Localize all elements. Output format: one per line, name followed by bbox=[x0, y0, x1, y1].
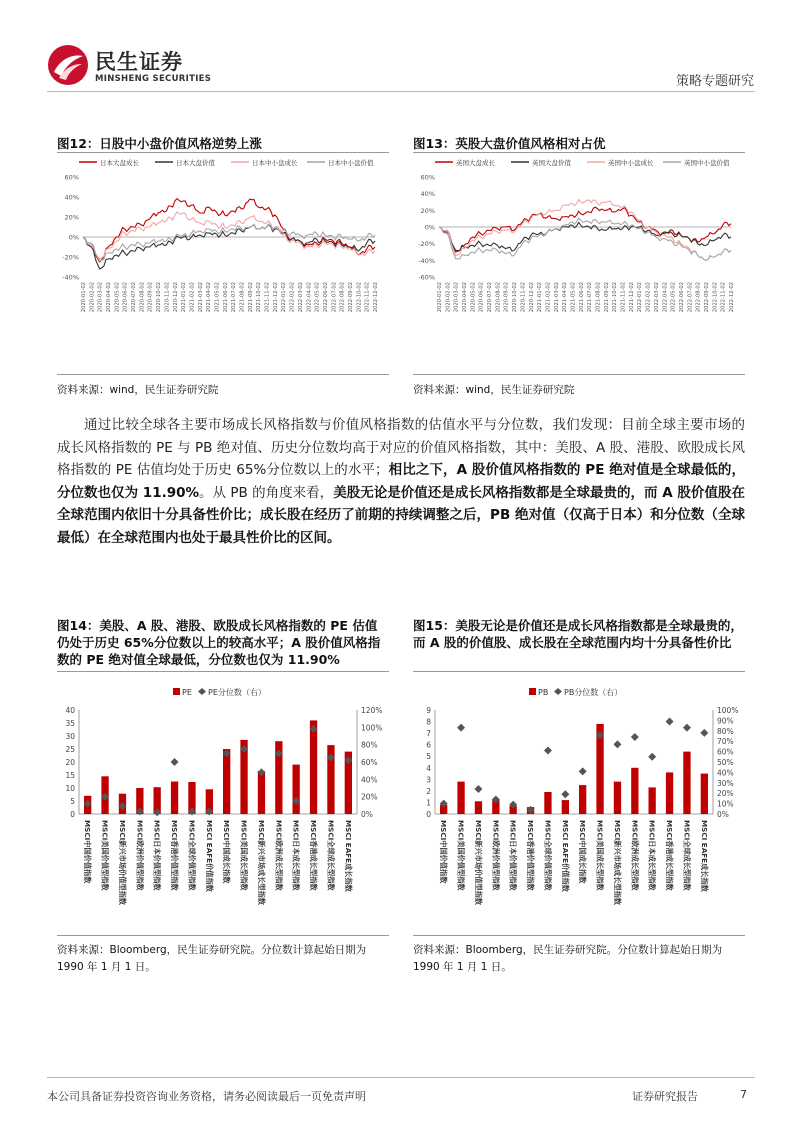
fig13-x-tick: 2022-03-02 bbox=[653, 282, 660, 313]
fig13-x-tick: 2020-04-02 bbox=[462, 282, 468, 313]
fig12-x-tick: 2022-07-02 bbox=[331, 282, 338, 313]
fig13-x-tick: 2022-08-02 bbox=[695, 282, 702, 313]
fig14-category-label: MSCI新兴市场价值型指数 bbox=[117, 820, 127, 905]
fig14-right-tick: 100% bbox=[361, 723, 383, 733]
fig14-legend-marker-label: PE分位数（右） bbox=[208, 688, 266, 697]
fig13-x-tick: 2022-09-02 bbox=[704, 282, 710, 313]
fig15-left-tick: 9 bbox=[426, 706, 431, 715]
fig15-right-tick: 0% bbox=[717, 810, 729, 819]
fig14-left-tick: 40 bbox=[65, 706, 75, 715]
fig12-x-tick: 2021-08-02 bbox=[239, 282, 246, 313]
fig12-x-tick: 2020-02-02 bbox=[89, 282, 96, 313]
fig13-x-tick: 2020-11-02 bbox=[520, 282, 527, 313]
fig15-quantile-marker bbox=[648, 753, 656, 761]
fig13-x-tick: 2021-08-02 bbox=[595, 282, 602, 313]
fig15-quantile-marker bbox=[683, 724, 691, 732]
fig14-category-label: MSCI美国价值型指数 bbox=[100, 820, 110, 891]
body-text-1: 通过比较全球各主要市场成长风格指数与价值风格指数的估值水平与分位数，我们发现：目前全球主要市场的成长风格指数的 PE 与 PB 绝对值、历史分位数均高于对应的价值风格指数，其中：美股、A 股、港股、欧股成长风格指数的 PE 估值均处于历史 65%分位数以上的水平； bbox=[57, 417, 745, 478]
fig14-category-label: MSCI中国价值指数 bbox=[83, 820, 93, 884]
fig15-bar bbox=[683, 752, 690, 814]
fig12-x-tick: 2022-10-02 bbox=[356, 282, 363, 313]
fig15-quantile-marker bbox=[579, 767, 587, 775]
fig13-x-tick: 2022-10-02 bbox=[712, 282, 719, 313]
fig12-x-tick: 2021-03-02 bbox=[197, 282, 204, 313]
fig15-category-label: MSCI新兴市场价值型指数 bbox=[473, 820, 483, 905]
fig14-category-label: MSCI EAFE成长指数 bbox=[343, 820, 353, 892]
logo-mark-icon bbox=[47, 44, 89, 86]
fig12-source-rule bbox=[57, 374, 389, 375]
fig13-x-tick: 2021-06-02 bbox=[578, 282, 585, 313]
fig12-x-tick: 2022-05-02 bbox=[314, 282, 321, 313]
fig15-quantile-marker bbox=[666, 717, 674, 725]
fig12-y-tick: -40% bbox=[62, 273, 79, 282]
fig12-title: 图12：日股中小盘价值风格逆势上涨 bbox=[57, 136, 262, 151]
fig13-y-tick: -20% bbox=[418, 240, 435, 249]
fig12-x-tick: 2020-06-02 bbox=[122, 282, 129, 313]
fig14-category-label: MSCI EAFE价值指数 bbox=[204, 820, 214, 892]
fig15-bar bbox=[544, 792, 551, 814]
fig13-x-tick: 2020-02-02 bbox=[445, 282, 452, 313]
fig15-title: 图15：美股无论是价值还是成长风格指数都是全球最贵的，而 A 股的价值股、成长股在全球范围内均十分具备性价比 bbox=[413, 618, 743, 650]
fig15-legend-bar-label: PB bbox=[538, 688, 549, 697]
fig15-category-label: MSCI香港成长型指数 bbox=[665, 820, 675, 891]
fig14-bar bbox=[293, 765, 300, 814]
fig13-x-tick: 2021-03-02 bbox=[553, 282, 560, 313]
fig15-bar bbox=[701, 774, 708, 814]
fig13-x-tick: 2021-10-02 bbox=[612, 282, 619, 313]
fig15-category-label: MSCI日本成长型指数 bbox=[647, 820, 657, 891]
fig13-x-tick: 2020-12-02 bbox=[528, 282, 535, 313]
fig15-left-tick: 7 bbox=[426, 729, 431, 739]
fig12-x-tick: 2022-03-02 bbox=[297, 282, 304, 313]
fig13-legend-label: 英国大盘价值 bbox=[532, 159, 571, 167]
fig15-right-tick: 40% bbox=[717, 768, 734, 778]
fig13-y-tick: 40% bbox=[420, 190, 435, 199]
fig12-x-tick: 2020-05-02 bbox=[114, 282, 121, 313]
fig15-right-tick: 50% bbox=[717, 758, 734, 767]
fig13-x-tick: 2022-11-02 bbox=[720, 282, 727, 313]
fig14-right-tick: 120% bbox=[361, 706, 383, 715]
fig14-right-tick: 60% bbox=[361, 758, 378, 767]
fig12-x-tick: 2021-02-02 bbox=[189, 282, 196, 313]
fig15-category-label: MSCI EAFE价值指数 bbox=[560, 820, 570, 892]
fig14-left-tick: 30 bbox=[65, 732, 75, 741]
fig14-category-label: MSCI欧洲价值型指数 bbox=[135, 820, 145, 891]
fig15-bar bbox=[457, 782, 464, 814]
fig15-right-tick: 20% bbox=[717, 789, 734, 799]
fig15-quantile-marker bbox=[613, 740, 621, 748]
fig15-legend-bar-swatch bbox=[529, 688, 536, 695]
fig15-title-rule bbox=[413, 671, 745, 672]
fig15-category-label: MSCI日本价值型指数 bbox=[508, 820, 518, 891]
fig13-x-tick: 2022-12-02 bbox=[729, 282, 735, 313]
fig12-legend-label: 日本大盘价值 bbox=[176, 159, 215, 167]
fig15-bar bbox=[562, 800, 569, 814]
fig14-bar bbox=[223, 749, 230, 814]
fig13-x-tick: 2020-06-02 bbox=[478, 282, 485, 313]
body-text-bold-2: 美股无论是价值还是成长风格指数都是全球最贵的，而 A 股价值股在全球范围内依旧十分具备性价比；成长股在经历了前期的持续调整之后，PB 绝对值（仅高于日本）和分位数（全球最低）在全球范围内也处于最具性价比的区间。 bbox=[57, 484, 745, 546]
fig12-x-tick: 2020-04-02 bbox=[106, 282, 112, 313]
fig12-x-tick: 2020-12-02 bbox=[172, 282, 179, 313]
fig15-left-tick: 5 bbox=[426, 752, 431, 762]
fig14-right-tick: 0% bbox=[361, 810, 373, 819]
body-text-2: 。从 PB 的角度来看， bbox=[199, 484, 334, 501]
fig14-title-rule bbox=[57, 671, 389, 672]
fig12-x-tick: 2022-12-02 bbox=[373, 282, 379, 313]
fig12-y-tick: 0% bbox=[68, 233, 79, 242]
fig15-legend-marker-swatch bbox=[554, 688, 562, 695]
fig14-bar-chart bbox=[57, 674, 389, 932]
fig13-x-tick: 2021-11-02 bbox=[620, 282, 627, 313]
fig15-quantile-marker bbox=[544, 747, 552, 755]
fig13-line-chart bbox=[413, 155, 745, 373]
fig13-x-tick: 2021-01-02 bbox=[537, 282, 544, 313]
fig12-x-tick: 2020-09-02 bbox=[147, 282, 154, 313]
fig12-line-chart bbox=[57, 155, 389, 373]
fig12-y-tick: 60% bbox=[64, 173, 79, 182]
fig15-quantile-marker bbox=[457, 724, 465, 732]
fig15-source-rule bbox=[413, 935, 745, 936]
fig15-bar bbox=[579, 785, 586, 814]
logo bbox=[47, 44, 89, 86]
fig15-category-label: MSCI全球价值型指数 bbox=[543, 820, 553, 891]
fig15-left-tick: 0 bbox=[426, 810, 431, 819]
fig13-x-tick: 2022-07-02 bbox=[687, 282, 694, 313]
body-text-bold-1: 相比之下，A 股价值风格指数的 PE 绝对值是全球最低的，分位数也仅为 11.90% bbox=[57, 462, 745, 501]
fig14-category-label: MSCI全球价值型指数 bbox=[187, 820, 197, 891]
fig12-x-tick: 2022-11-02 bbox=[364, 282, 371, 313]
fig13-x-tick: 2021-05-02 bbox=[570, 282, 577, 313]
fig15-left-tick: 2 bbox=[426, 786, 431, 796]
fig13-y-tick: 60% bbox=[420, 173, 435, 182]
fig12-source: 资料来源：wind，民生证券研究院 bbox=[57, 384, 219, 396]
fig14-left-tick: 15 bbox=[65, 771, 75, 780]
fig12-x-tick: 2021-04-02 bbox=[206, 282, 213, 313]
fig14-left-tick: 5 bbox=[70, 797, 75, 806]
fig13-x-tick: 2022-02-02 bbox=[645, 282, 652, 313]
fig15-quantile-marker bbox=[561, 790, 569, 798]
fig14-legend-marker-swatch bbox=[198, 688, 206, 695]
fig15-bar-chart bbox=[413, 674, 745, 932]
fig14-legend-bar-label: PE bbox=[182, 688, 192, 697]
fig14-bar bbox=[258, 771, 265, 814]
fig12-x-tick: 2022-01-02 bbox=[281, 282, 288, 313]
fig14-left-tick: 25 bbox=[65, 745, 75, 754]
fig13-x-tick: 2020-10-02 bbox=[512, 282, 519, 313]
fig12-x-tick: 2022-02-02 bbox=[289, 282, 296, 313]
body-paragraph bbox=[57, 414, 745, 549]
fig12-x-tick: 2020-07-02 bbox=[131, 282, 138, 313]
fig15-left-tick: 8 bbox=[426, 717, 431, 727]
fig13-title-rule bbox=[413, 152, 745, 153]
fig13-x-tick: 2021-12-02 bbox=[628, 282, 635, 313]
fig13-title: 图13：英股大盘价值风格相对占优 bbox=[413, 136, 606, 151]
fig15-category-label: MSCI美国价值型指数 bbox=[456, 820, 466, 891]
fig13-legend-label: 英国中小盘成长 bbox=[608, 159, 654, 167]
fig15-category-label: MSCI中国价值指数 bbox=[439, 820, 449, 884]
fig12-y-tick: 20% bbox=[64, 213, 79, 222]
fig12-x-tick: 2020-11-02 bbox=[164, 282, 171, 313]
fig13-x-tick: 2020-05-02 bbox=[470, 282, 477, 313]
fig14-category-label: MSCI香港成长型指数 bbox=[309, 820, 319, 891]
fig12-title-rule bbox=[57, 152, 389, 153]
footer-divider bbox=[47, 1077, 755, 1078]
fig15-right-tick: 10% bbox=[717, 799, 734, 809]
fig15-bar bbox=[666, 772, 673, 814]
fig15-right-tick: 80% bbox=[717, 726, 734, 736]
fig13-x-tick: 2022-06-02 bbox=[678, 282, 685, 313]
fig13-x-tick: 2021-04-02 bbox=[562, 282, 569, 313]
fig15-category-label: MSCI EAFE成长指数 bbox=[699, 820, 709, 892]
fig15-right-tick: 100% bbox=[717, 706, 739, 715]
fig14-right-tick: 80% bbox=[361, 740, 378, 750]
fig14-source: 资料来源：Bloomberg，民生证券研究院。分位数计算起始日期为 1990 年 1 月 1 日。 bbox=[57, 944, 367, 973]
fig13-legend-label: 英国大盘成长 bbox=[456, 159, 495, 167]
fig14-quantile-marker bbox=[171, 758, 179, 766]
brand-cn: 民生证券 bbox=[95, 50, 183, 74]
fig14-category-label: MSCI香港价值型指数 bbox=[170, 820, 180, 891]
footer-report-label: 证券研究报告 bbox=[632, 1090, 698, 1103]
fig14-right-tick: 40% bbox=[361, 775, 378, 785]
fig12-legend-label: 日本中小盘成长 bbox=[252, 159, 298, 167]
fig14-bar bbox=[171, 782, 178, 815]
fig13-y-tick: 20% bbox=[420, 206, 435, 215]
fig12-x-tick: 2020-01-02 bbox=[81, 282, 87, 313]
fig13-y-tick: -60% bbox=[418, 273, 435, 282]
fig13-series-line bbox=[439, 200, 731, 261]
fig15-category-label: MSCI美国成长型指数 bbox=[595, 820, 605, 891]
fig14-left-tick: 20 bbox=[65, 758, 75, 767]
fig15-quantile-marker bbox=[631, 733, 639, 741]
fig14-category-label: MSCI美国成长型指数 bbox=[239, 820, 249, 891]
fig12-x-tick: 2020-03-02 bbox=[97, 282, 104, 313]
fig15-left-tick: 3 bbox=[426, 775, 431, 785]
report-type: 策略专题研究 bbox=[675, 74, 754, 89]
brand-en: MINSHENG SECURITIES bbox=[95, 74, 212, 84]
fig15-bar bbox=[475, 801, 482, 814]
fig12-x-tick: 2021-06-02 bbox=[222, 282, 229, 313]
fig12-x-tick: 2021-09-02 bbox=[247, 282, 254, 313]
fig12-legend-label: 日本大盘成长 bbox=[100, 159, 139, 167]
fig12-x-tick: 2021-05-02 bbox=[214, 282, 221, 313]
fig12-x-tick: 2021-10-02 bbox=[256, 282, 263, 313]
fig14-right-tick: 20% bbox=[361, 792, 378, 802]
fig15-category-label: MSCI新兴市场成长型指数 bbox=[612, 820, 622, 905]
fig14-left-tick: 35 bbox=[65, 719, 75, 728]
fig13-x-tick: 2022-05-02 bbox=[670, 282, 677, 313]
fig12-x-tick: 2022-08-02 bbox=[339, 282, 346, 313]
fig15-bar bbox=[631, 768, 638, 814]
fig15-right-tick: 70% bbox=[717, 737, 734, 747]
footer-disclaimer: 本公司具备证券投资咨询业务资格，请务必阅读最后一页免责声明 bbox=[47, 1090, 366, 1103]
fig13-x-tick: 2021-09-02 bbox=[603, 282, 610, 313]
fig13-legend-label: 英国中小盘价值 bbox=[684, 159, 730, 167]
fig14-category-label: MSCI全球成长型指数 bbox=[326, 820, 336, 891]
fig15-left-tick: 4 bbox=[426, 763, 431, 773]
fig14-left-tick: 10 bbox=[65, 784, 75, 793]
fig15-quantile-marker bbox=[700, 729, 708, 737]
fig13-x-tick: 2020-03-02 bbox=[453, 282, 460, 313]
fig15-category-label: MSCI欧洲价值型指数 bbox=[491, 820, 501, 891]
fig12-x-tick: 2022-09-02 bbox=[348, 282, 354, 313]
fig12-x-tick: 2021-01-02 bbox=[181, 282, 188, 313]
fig14-category-label: MSCI日本成长型指数 bbox=[291, 820, 301, 891]
fig13-y-tick: -40% bbox=[418, 256, 435, 265]
fig13-x-tick: 2020-07-02 bbox=[487, 282, 494, 313]
fig12-x-tick: 2021-11-02 bbox=[264, 282, 271, 313]
fig13-x-tick: 2020-01-02 bbox=[437, 282, 443, 313]
fig15-category-label: MSCI中国成长指数 bbox=[578, 820, 588, 884]
fig13-source: 资料来源：wind，民生证券研究院 bbox=[413, 384, 575, 396]
fig12-x-tick: 2022-04-02 bbox=[306, 282, 313, 313]
fig15-quantile-marker bbox=[474, 785, 482, 793]
fig14-category-label: MSCI日本价值型指数 bbox=[152, 820, 162, 891]
fig13-y-tick: 0% bbox=[424, 223, 435, 232]
fig14-legend-bar-swatch bbox=[173, 688, 180, 695]
fig14-category-label: MSCI欧洲成长型指数 bbox=[274, 820, 284, 891]
fig12-x-tick: 2021-07-02 bbox=[231, 282, 238, 313]
fig12-x-tick: 2021-12-02 bbox=[272, 282, 279, 313]
fig14-left-tick: 0 bbox=[70, 810, 75, 819]
fig14-source-rule bbox=[57, 935, 389, 936]
page-number: 7 bbox=[740, 1088, 747, 1101]
fig15-legend-marker-label: PB分位数（右） bbox=[564, 688, 623, 697]
fig14-title: 图14：美股、A 股、港股、欧股成长风格指数的 PE 估值仍处于历史 65%分位数以上的较高水平；A 股价值风格指数的 PE 绝对值全球最低，分位数也仅为 11.90% bbox=[57, 618, 381, 667]
fig15-category-label: MSCI全球成长型指数 bbox=[682, 820, 692, 891]
fig15-source: 资料来源：Bloomberg，民生证券研究院。分位数计算起始日期为 1990 年 1 月 1 日。 bbox=[413, 944, 723, 973]
header-divider bbox=[47, 91, 755, 92]
fig13-source-rule bbox=[413, 374, 745, 375]
fig12-y-tick: -20% bbox=[62, 253, 79, 262]
fig12-x-tick: 2020-08-02 bbox=[139, 282, 146, 313]
fig15-bar bbox=[649, 787, 656, 814]
fig14-category-label: MSCI新兴市场成长型指数 bbox=[256, 820, 266, 905]
fig15-right-tick: 60% bbox=[717, 747, 734, 757]
fig12-x-tick: 2020-10-02 bbox=[156, 282, 163, 313]
fig15-right-tick: 90% bbox=[717, 716, 734, 726]
fig13-x-tick: 2020-08-02 bbox=[495, 282, 502, 313]
fig15-bar bbox=[614, 782, 621, 814]
fig15-category-label: MSCI欧洲成长型指数 bbox=[630, 820, 640, 891]
fig12-y-tick: 40% bbox=[64, 193, 79, 202]
fig15-right-tick: 30% bbox=[717, 778, 734, 788]
fig14-category-label: MSCI中国成长指数 bbox=[222, 820, 232, 884]
fig13-x-tick: 2022-04-02 bbox=[662, 282, 669, 313]
fig13-x-tick: 2022-01-02 bbox=[637, 282, 644, 313]
fig15-left-tick: 1 bbox=[426, 798, 431, 808]
fig13-x-tick: 2021-02-02 bbox=[545, 282, 552, 313]
fig13-series-line bbox=[439, 207, 731, 252]
fig12-legend-label: 日本中小盘价值 bbox=[328, 159, 374, 167]
fig12-x-tick: 2022-06-02 bbox=[322, 282, 329, 313]
fig13-x-tick: 2020-09-02 bbox=[503, 282, 510, 313]
fig13-x-tick: 2021-07-02 bbox=[587, 282, 594, 313]
fig14-bar bbox=[310, 720, 317, 814]
fig15-left-tick: 6 bbox=[426, 740, 431, 750]
fig15-category-label: MSCI香港价值型指数 bbox=[526, 820, 536, 891]
